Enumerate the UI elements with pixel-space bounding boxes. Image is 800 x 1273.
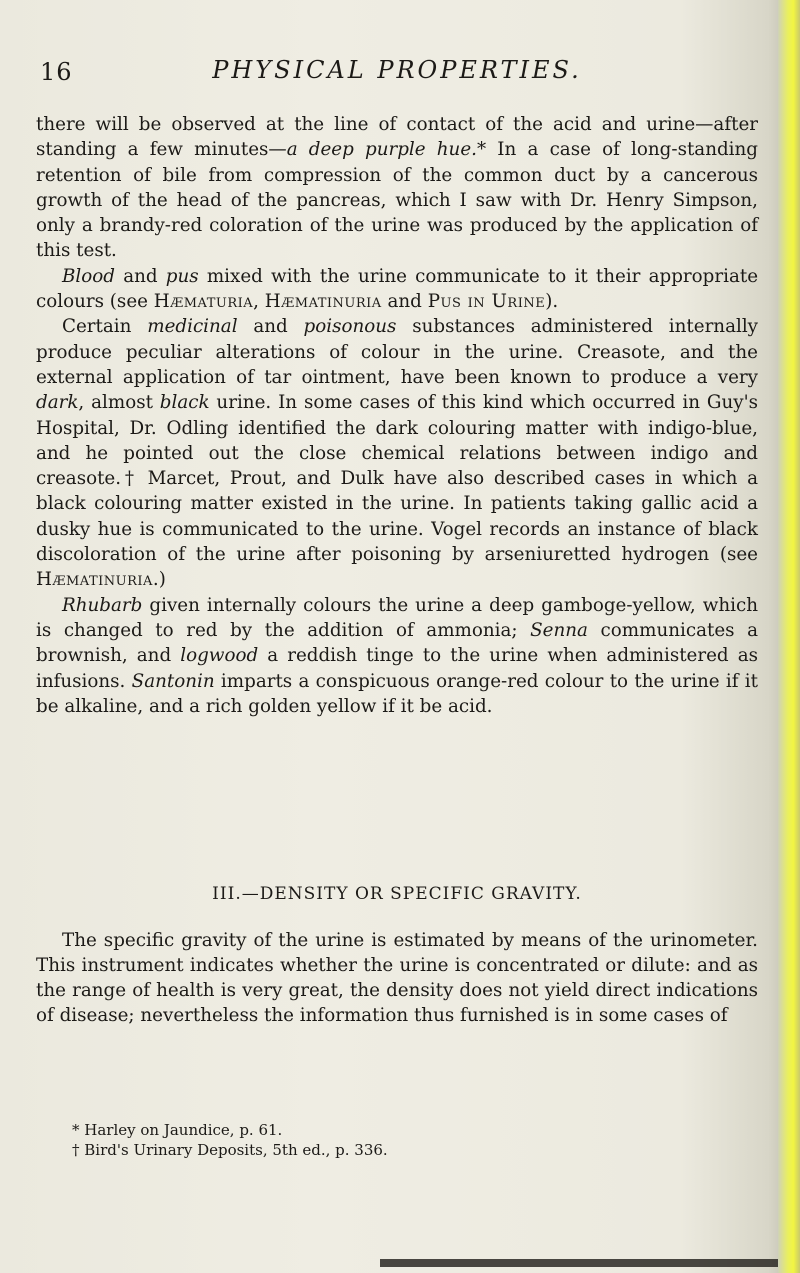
italic-run: Blood — [62, 265, 115, 287]
text-run: , almost — [78, 392, 160, 414]
page-header — [32, 52, 762, 92]
page-bottom-shadow — [380, 1259, 778, 1267]
text-run: In a case of long-standing retention of bile from compression of the common duct by a cancerous growth of the head of the pancreas, which I saw with Dr. Henry Simpson, only a brandy-red coloration of the urine was produced by the application of this test. — [36, 139, 758, 262]
text-run: communicates a brownish, and — [36, 619, 759, 667]
footnote-1: * Harley on Jaundice, p. 61. — [72, 1121, 283, 1139]
text-run: given internally colours the urine a deep gamboge-yellow, which is changed to red by the addition of ammonia; — [36, 594, 758, 641]
cross-reference: Hæmaturia — [153, 291, 254, 313]
cross-reference: Hæmatinuria — [264, 291, 382, 313]
text-run: mixed with the urine communicate to it their appropriate colours (see — [36, 265, 759, 313]
footnote-2: † Bird's Urinary Deposits, 5th ed., p. 336. — [72, 1141, 388, 1159]
text-run: .) — [152, 569, 166, 591]
paragraph-1 — [36, 112, 758, 264]
italic-run: Rhubarb — [62, 594, 143, 616]
text-run: urine. In some cases of this kind which occurred in Guy's Hospital, Dr. Odling identified the dark colouring matter with indigo-blue, and he pointed out the close chemical relations between indigo and creasote. — [36, 392, 758, 490]
text-run: a reddish tinge to the urine when administered as infusions. — [36, 645, 759, 692]
paragraph-2 — [36, 264, 758, 315]
text-run: and — [237, 316, 304, 338]
paragraph-3 — [36, 314, 758, 592]
italic-run: Santonin — [131, 670, 215, 692]
body-text — [36, 112, 758, 719]
cross-reference: Pus in Urine — [427, 291, 546, 313]
text-run: imparts a conspicuous orange-red colour to the urine if it be alkaline, and a rich golden yellow if it be acid. — [36, 670, 758, 717]
italic-run: dark — [36, 392, 79, 414]
text-run: substances administered internally produce peculiar alterations of colour in the urine. Creasote, and the external application of tar ointment, have been known to produce a very — [36, 316, 758, 388]
section-paragraph: The specific gravity of the urine is estimated by means of the urinometer. This instrument indicates whether the urine is concentrated or dilute: and as the range of health is very great, the density does not yield direct indications of disease; nevertheless the information thus furnished is in some cases of — [36, 930, 758, 1026]
text-run: Marcet, Prout, and Dulk have also described cases in which a black colouring matter existed in the urine. In patients taking gallic acid a dusky hue is communicated to the urine. Vogel records an instance of black discoloration of the urine after poisoning by arseniuretted hydrogen (see — [36, 468, 758, 566]
footnote-mark: * — [476, 139, 487, 161]
text-run: there will be observed at the line of contact of the acid and urine—after standing a few minutes— — [36, 114, 758, 161]
text-run: , — [253, 291, 265, 313]
page-number: 16 — [40, 58, 73, 86]
page-edge — [778, 0, 800, 1273]
running-head: PHYSICAL PROPERTIES. — [212, 56, 582, 84]
text-run: and — [381, 291, 428, 313]
footnotes — [72, 1120, 672, 1160]
italic-run: medicinal — [147, 316, 238, 338]
italic-run: black — [159, 392, 210, 414]
italic-run: a deep purple hue. — [286, 139, 477, 161]
footnote-mark: † — [121, 468, 138, 490]
paragraph-4 — [36, 593, 758, 719]
text-run: and — [115, 265, 166, 287]
cross-reference: Hæmatinuria — [36, 569, 153, 591]
italic-run: logwood — [180, 645, 259, 667]
italic-run: pus — [165, 265, 199, 287]
text-run: Certain — [62, 316, 148, 338]
italic-run: poisonous — [303, 316, 397, 338]
section-heading: III.—DENSITY OR SPECIFIC GRAVITY. — [212, 884, 582, 904]
italic-run: Senna — [530, 619, 588, 641]
text-run: ). — [545, 291, 559, 313]
